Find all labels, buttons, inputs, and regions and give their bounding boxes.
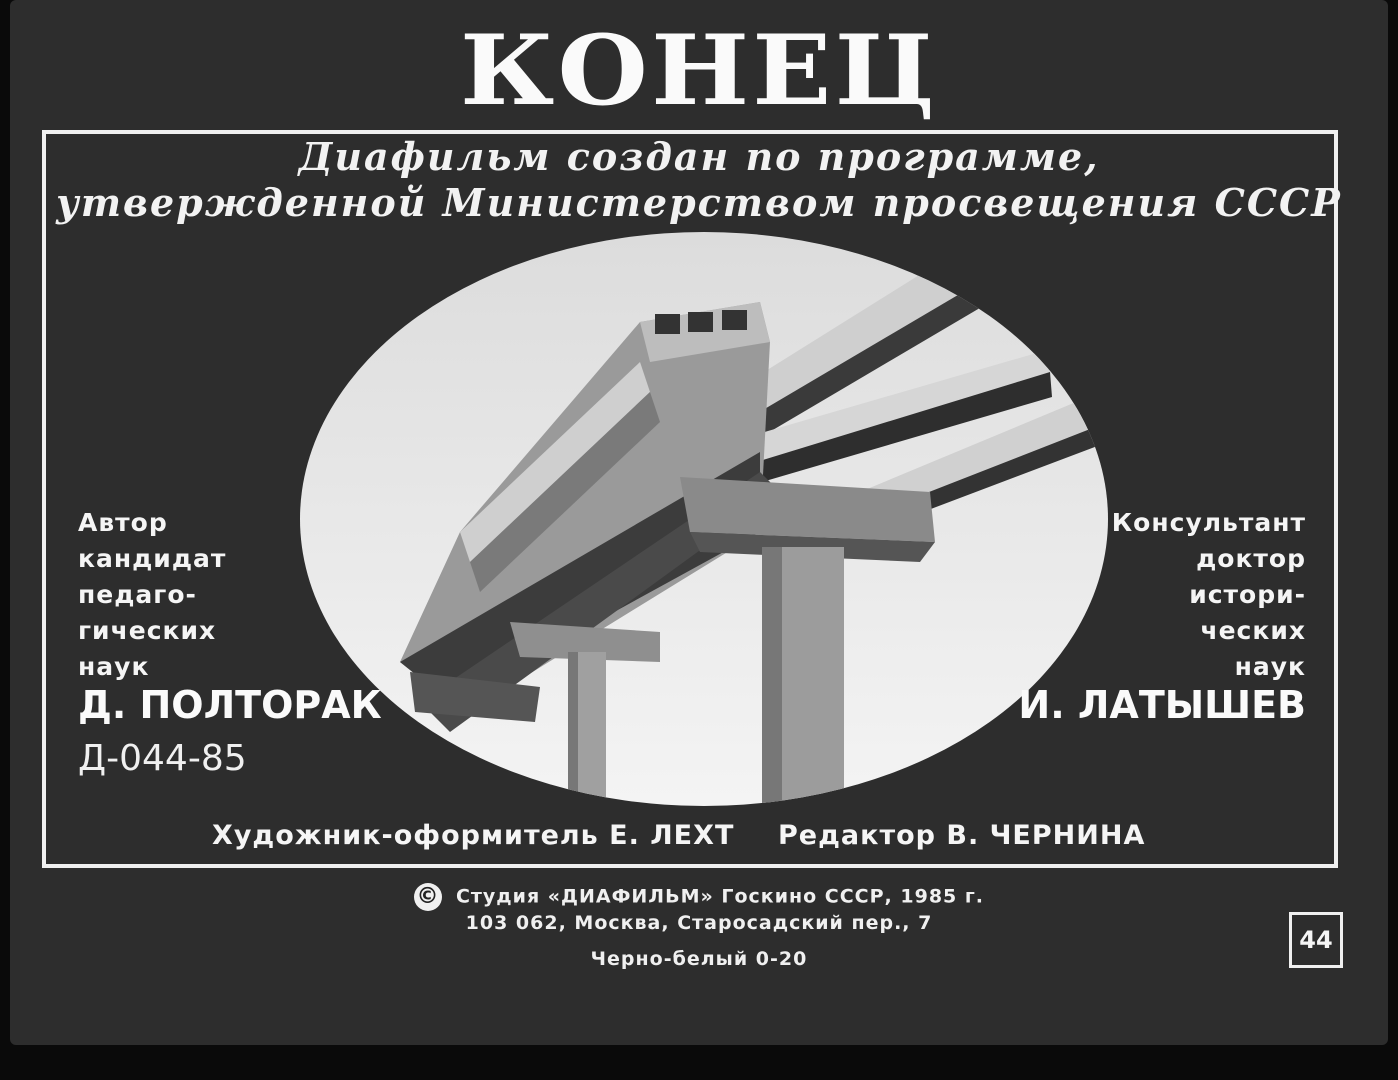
artist-credit: Художник-оформитель Е. ЛЕХТ	[212, 820, 735, 851]
studio-address: 103 062, Москва, Старосадский пер., 7	[465, 912, 933, 934]
consultant-name: И. ЛАТЫШЕВ	[1018, 683, 1306, 727]
end-title: КОНЕЦ	[459, 14, 939, 127]
filmstrip-frame	[10, 0, 1388, 1045]
author-credentials	[78, 505, 226, 685]
catalog-code: Д-044-85	[78, 738, 247, 779]
author-line: Автор	[78, 508, 168, 537]
frame-number: 44	[1289, 912, 1343, 968]
copyright-icon: ©	[414, 883, 442, 911]
studio-text: Студия «ДИАФИЛЬМ» Госкино СССР, 1985 г.	[455, 885, 985, 908]
consultant-line: Консультант	[1111, 508, 1306, 537]
monorail-photo	[300, 232, 1108, 806]
film-format: Черно-белый 0-20	[590, 948, 808, 970]
consultant-line: истори-	[1189, 580, 1306, 609]
consultant-line: ческих	[1200, 616, 1306, 645]
author-name: Д. ПОЛТОРАК	[78, 683, 382, 727]
consultant-line: наук	[1234, 652, 1306, 681]
consultant-credentials	[1112, 505, 1306, 685]
consultant-line: доктор	[1196, 544, 1306, 573]
author-line: педаго-	[78, 580, 197, 609]
program-note-line-1: Диафильм создан по программе,	[298, 134, 1100, 179]
program-note-line-2: утвержденной Министерством просвещения СССР	[56, 180, 1342, 225]
author-line: кандидат	[78, 544, 227, 573]
author-line: гических	[78, 616, 217, 645]
editor-credit: Редактор В. ЧЕРНИНА	[778, 820, 1146, 851]
author-line: наук	[78, 652, 150, 681]
studio-line	[10, 883, 1388, 911]
